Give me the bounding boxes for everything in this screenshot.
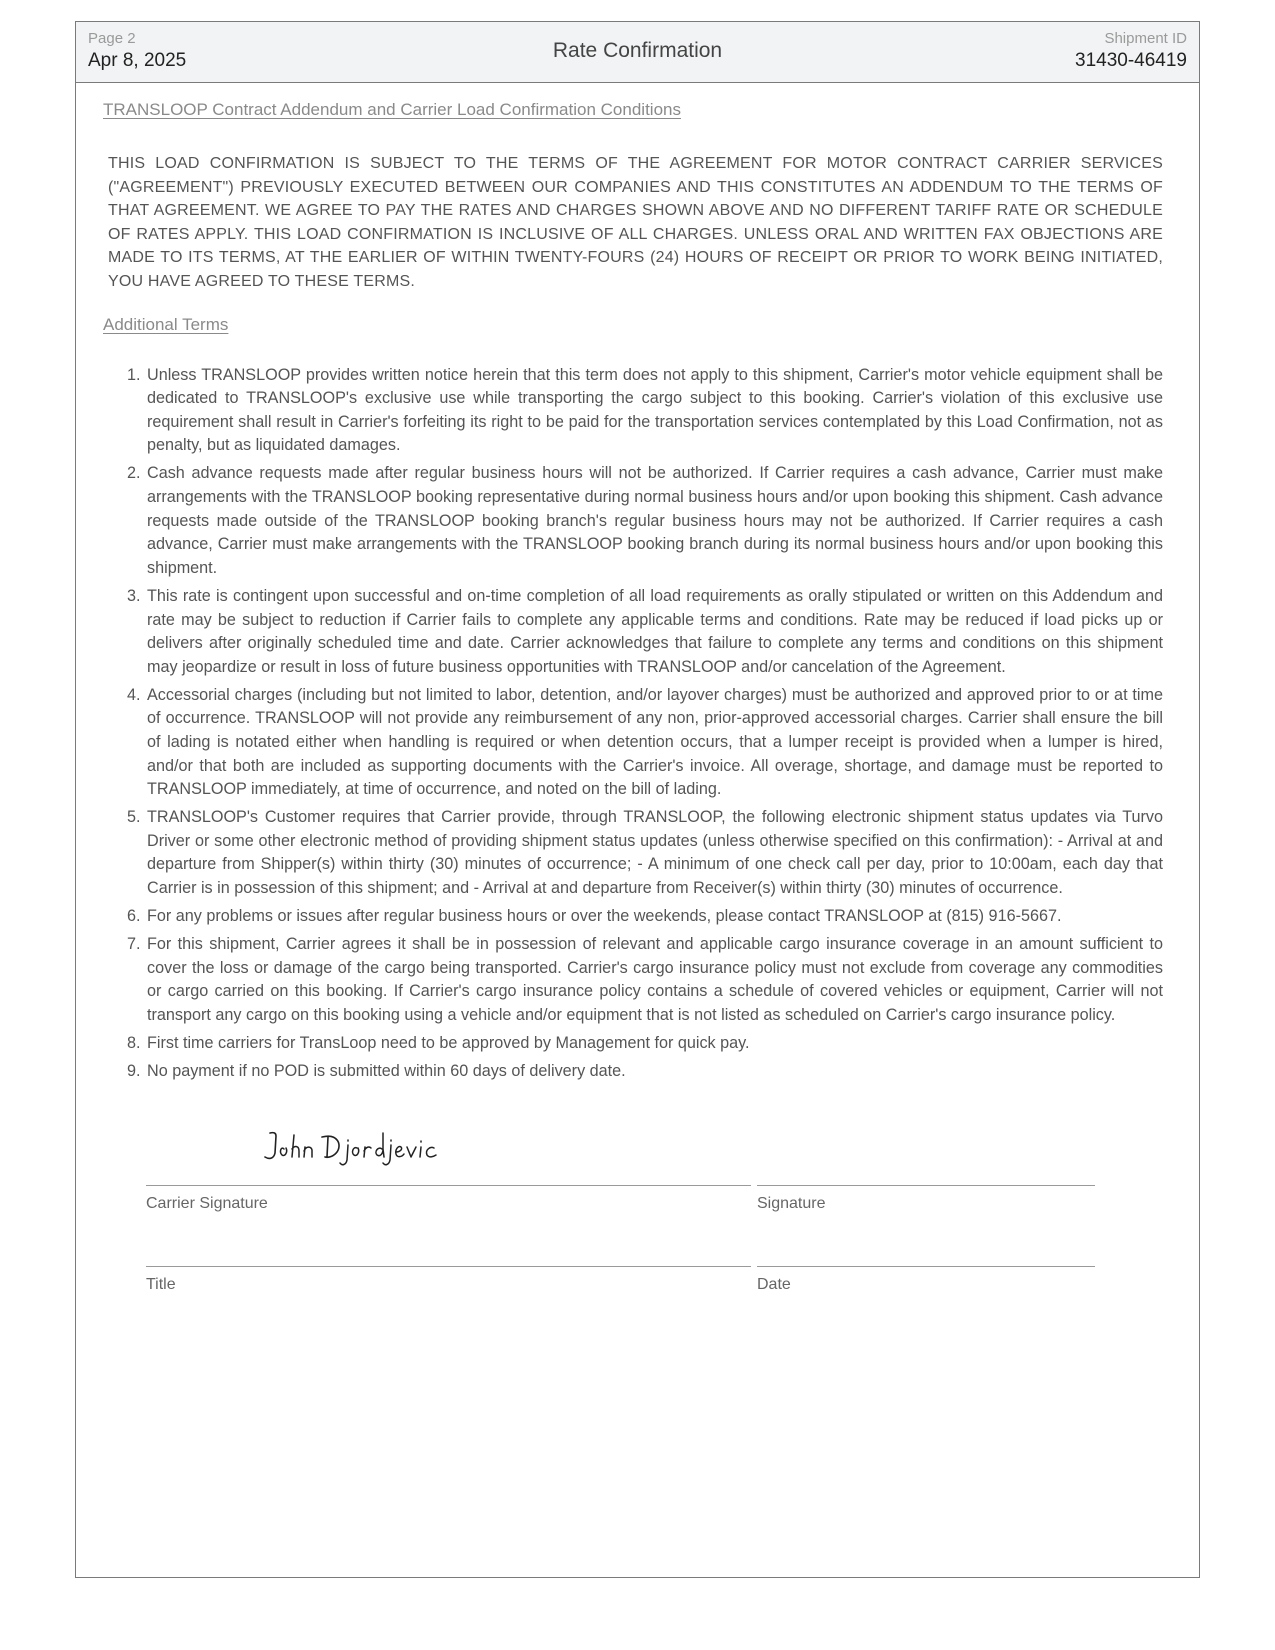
signature-line <box>757 1185 1095 1186</box>
title-box[interactable] <box>146 1208 751 1266</box>
title-block <box>146 1208 751 1294</box>
page-number: Page 2 <box>88 30 136 47</box>
carrier-signature-line <box>146 1185 751 1186</box>
term-item: 1. Unless TRANSLOOP provides written notice herein that this term does not apply to this shipment, Carrier's motor vehicle equipment shall be dedicated to TRANSLOOP's exclusive use while transporting the cargo subject to this booking. Carrier's violation of this exclusive use requirement shall result in Carrier's forfeiting its right to be paid for the transportation services contemplated by this Load Confirmation, not as penalty, but as liquidated damages. <box>145 364 1163 458</box>
signature-box[interactable] <box>757 1127 1095 1185</box>
document-content <box>103 100 1163 1088</box>
additional-terms-title: Additional Terms <box>103 314 229 334</box>
document-page <box>75 21 1200 1578</box>
date-label: Date <box>757 1276 791 1293</box>
addendum-body: THIS LOAD CONFIRMATION IS SUBJECT TO THE TERMS OF THE AGREEMENT FOR MOTOR CONTRACT CARRIER SERVICES ("AGREEMENT") PREVIOUSLY EXECUTED BETWEEN OUR COMPANIES AND THIS CONSTITUTES AN ADDENDUM TO THE TERMS OF THAT AGREEMENT. WE AGREE TO PAY THE RATES AND CHARGES SHOWN ABOVE AND NO DIFFERENT TARIFF RATE OR SCHEDULE OF RATES APPLY. THIS LOAD CONFIRMATION IS INCLUSIVE OF ALL CHARGES. UNLESS ORAL AND WRITTEN FAX OBJECTIONS ARE MADE TO ITS TERMS, AT THE EARLIER OF WITHIN TWENTY-FOURS (24) HOURS OF RECEIPT OR PRIOR TO WORK BEING INITIATED, YOU HAVE AGREED TO THESE TERMS. <box>108 155 1163 290</box>
term-item: 4. Accessorial charges (including but not limited to labor, detention, and/or layover charges) must be authorized and approved prior to or at time of occurrence. TRANSLOOP will not provide any reimbursement of any non, prior-approved accessorial charges. Carrier shall ensure the bill of lading is notated either when handling is required or when detention occurs, that a lumper receipt is provided when a lumper is hired, and/or that both are included as supporting documents with the Carrier's invoice. All overage, shortage, and damage must be reported to TRANSLOOP immediately, at time of occurrence, and noted on the bill of lading. <box>145 684 1163 802</box>
term-item: 9. No payment if no POD is submitted within 60 days of delivery date. <box>145 1060 1163 1084</box>
additional-terms-list <box>103 364 1163 1084</box>
shipment-id: 31430-46419 <box>1075 50 1187 71</box>
carrier-signature-box[interactable] <box>146 1127 751 1185</box>
signature-label: Signature <box>757 1195 826 1212</box>
carrier-signature-block <box>146 1127 751 1213</box>
header-right <box>1075 29 1187 74</box>
date-block <box>757 1208 1095 1294</box>
term-item: 5. TRANSLOOP's Customer requires that Carrier provide, through TRANSLOOP, the following electronic shipment status updates via Turvo Driver or some other electronic method of providing shipment status updates (unless otherwise specified on this confirmation): - Arrival at and departure from Shipper(s) within thirty (30) minutes of occurrence; - A minimum of one check call per day, prior to 10:00am, each day that Carrier is in possession of this shipment; and - Arrival at and departure from Receiver(s) within thirty (30) minutes of occurrence. <box>145 806 1163 900</box>
title-line <box>146 1266 751 1267</box>
addendum-title: TRANSLOOP Contract Addendum and Carrier Load Confirmation Conditions <box>103 100 681 119</box>
carrier-signature-label: Carrier Signature <box>146 1195 268 1212</box>
shipment-id-label: Shipment ID <box>1104 30 1187 47</box>
term-item: 3. This rate is contingent upon successful and on-time completion of all load requirements as orally stipulated or written on this Addendum and rate may be subject to reduction if Carrier fails to complete any applicable terms and conditions. Rate may be reduced if load picks up or delivers after originally scheduled time and date. Carrier acknowledges that failure to complete any terms and conditions on this shipment may jeopardize or result in loss of future business opportunities with TRANSLOOP and/or cancelation of the Agreement. <box>145 585 1163 679</box>
term-item: 7. For this shipment, Carrier agrees it shall be in possession of relevant and applicable cargo insurance coverage in an amount sufficient to cover the loss or damage of the cargo being transported. Carrier's cargo insurance policy must not exclude from coverage any commodities or cargo carried on this booking. If Carrier's cargo insurance policy contains a schedule of covered vehicles or equipment, Carrier will not transport any cargo on this booking using a vehicle and/or equipment that is not listed as scheduled on Carrier's cargo insurance policy. <box>145 933 1163 1027</box>
term-item: 8. First time carriers for TransLoop need to be approved by Management for quick pay. <box>145 1032 1163 1056</box>
title-label: Title <box>146 1276 176 1293</box>
signature-block <box>757 1127 1095 1213</box>
date-box[interactable] <box>757 1208 1095 1266</box>
page-header <box>76 22 1199 83</box>
date-line <box>757 1266 1095 1267</box>
term-item: 2. Cash advance requests made after regular business hours will not be authorized. If Carrier requires a cash advance, Carrier must make arrangements with the TRANSLOOP booking representative during normal business hours and/or upon booking this shipment. Cash advance requests made outside of the TRANSLOOP booking branch's regular business hours may not be authorized. If Carrier requires a cash advance, Carrier must make arrangements with the TRANSLOOP booking branch during its normal business hours and/or upon booking this shipment. <box>145 462 1163 580</box>
document-title: Rate Confirmation <box>552 39 723 62</box>
term-item: 6. For any problems or issues after regular business hours or over the weekends, please contact TRANSLOOP at (815) 916-5667. <box>145 905 1163 929</box>
document-date: Apr 8, 2025 <box>88 50 187 71</box>
handwritten-signature <box>256 1127 446 1167</box>
signature-section <box>76 1127 1201 1327</box>
